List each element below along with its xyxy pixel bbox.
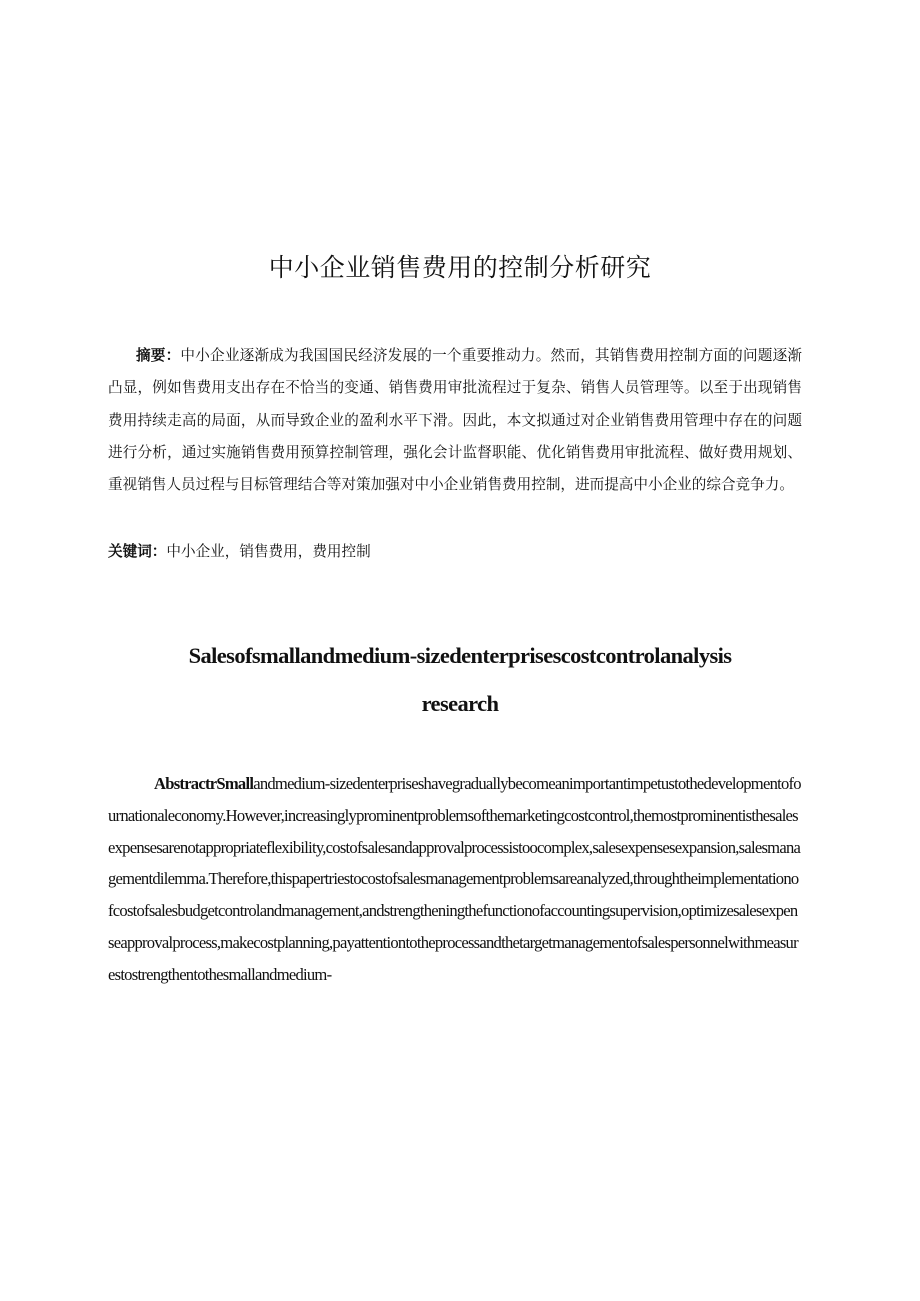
chinese-abstract-text: 中小企业逐渐成为我国国民经济发展的一个重要推动力。然而，其销售费用控制方面的问题逐渐凸显，例如售费用支出存在不恰当的变通、销售费用审批流程过于复杂、销售人员管理等。以至于出现销售费用持续走高的局面，从而导致企业的盈利水平下滑。因此，本文拟通过对企业销售费用管理中存在的问题进行分析，通过实施销售费用预算控制管理，强化会计监督职能、优化销售费用审批流程、做好费用规划、重视销售人员过程与目标管理结合等对策加强对中小企业销售费用控制，进而提高中小企业的综合竞争力。 <box>108 347 802 494</box>
chinese-title: 中小企业销售费用的控制分析研究 <box>268 253 652 282</box>
chinese-abstract <box>108 340 802 501</box>
english-title-line-1: Salesofsmallandmedium-sizedenterprisescostcontrolanalysis <box>188 643 732 668</box>
english-title <box>110 632 810 728</box>
chinese-keywords-text: 中小企业，销售费用，费用控制 <box>166 543 371 560</box>
chinese-keywords-label: 关键词： <box>108 543 167 560</box>
english-abstract-text: andmedium-sizedenterpriseshavegraduallybecomeanimportantimpetustothedevelopmentofournationaleconomy.However,increasinglyprominentproblemsofthemarketingcostcontrol,themostprominentisthesalesexpensesarenotappropriateflexibility,costofsalesandapprovalprocessistoocomplex,salesexpensesexpansion,salesmanagementdilemma.Therefore,thispapertriestocostofsalesmanagementproblemsareanalyzed,throughtheimplementationofcostofsalesbudgetcontrolandmanagement,andstrengtheningthefunctionofaccountingsupervision,optimizesalesexpenseapprovalprocess,makecostplanning,payattentiontotheprocessandthetargetmanagementofsalespersonnelwithmeasurestostrengthentothesmallandmedium- <box>108 774 801 984</box>
english-title-line-2: research <box>421 691 499 716</box>
english-abstract-lead-word: Small <box>216 774 254 793</box>
chinese-keywords <box>108 536 802 568</box>
chinese-abstract-label: 摘要： <box>136 347 181 364</box>
english-abstract-label: Abstractr <box>154 774 217 793</box>
english-abstract <box>108 768 802 991</box>
